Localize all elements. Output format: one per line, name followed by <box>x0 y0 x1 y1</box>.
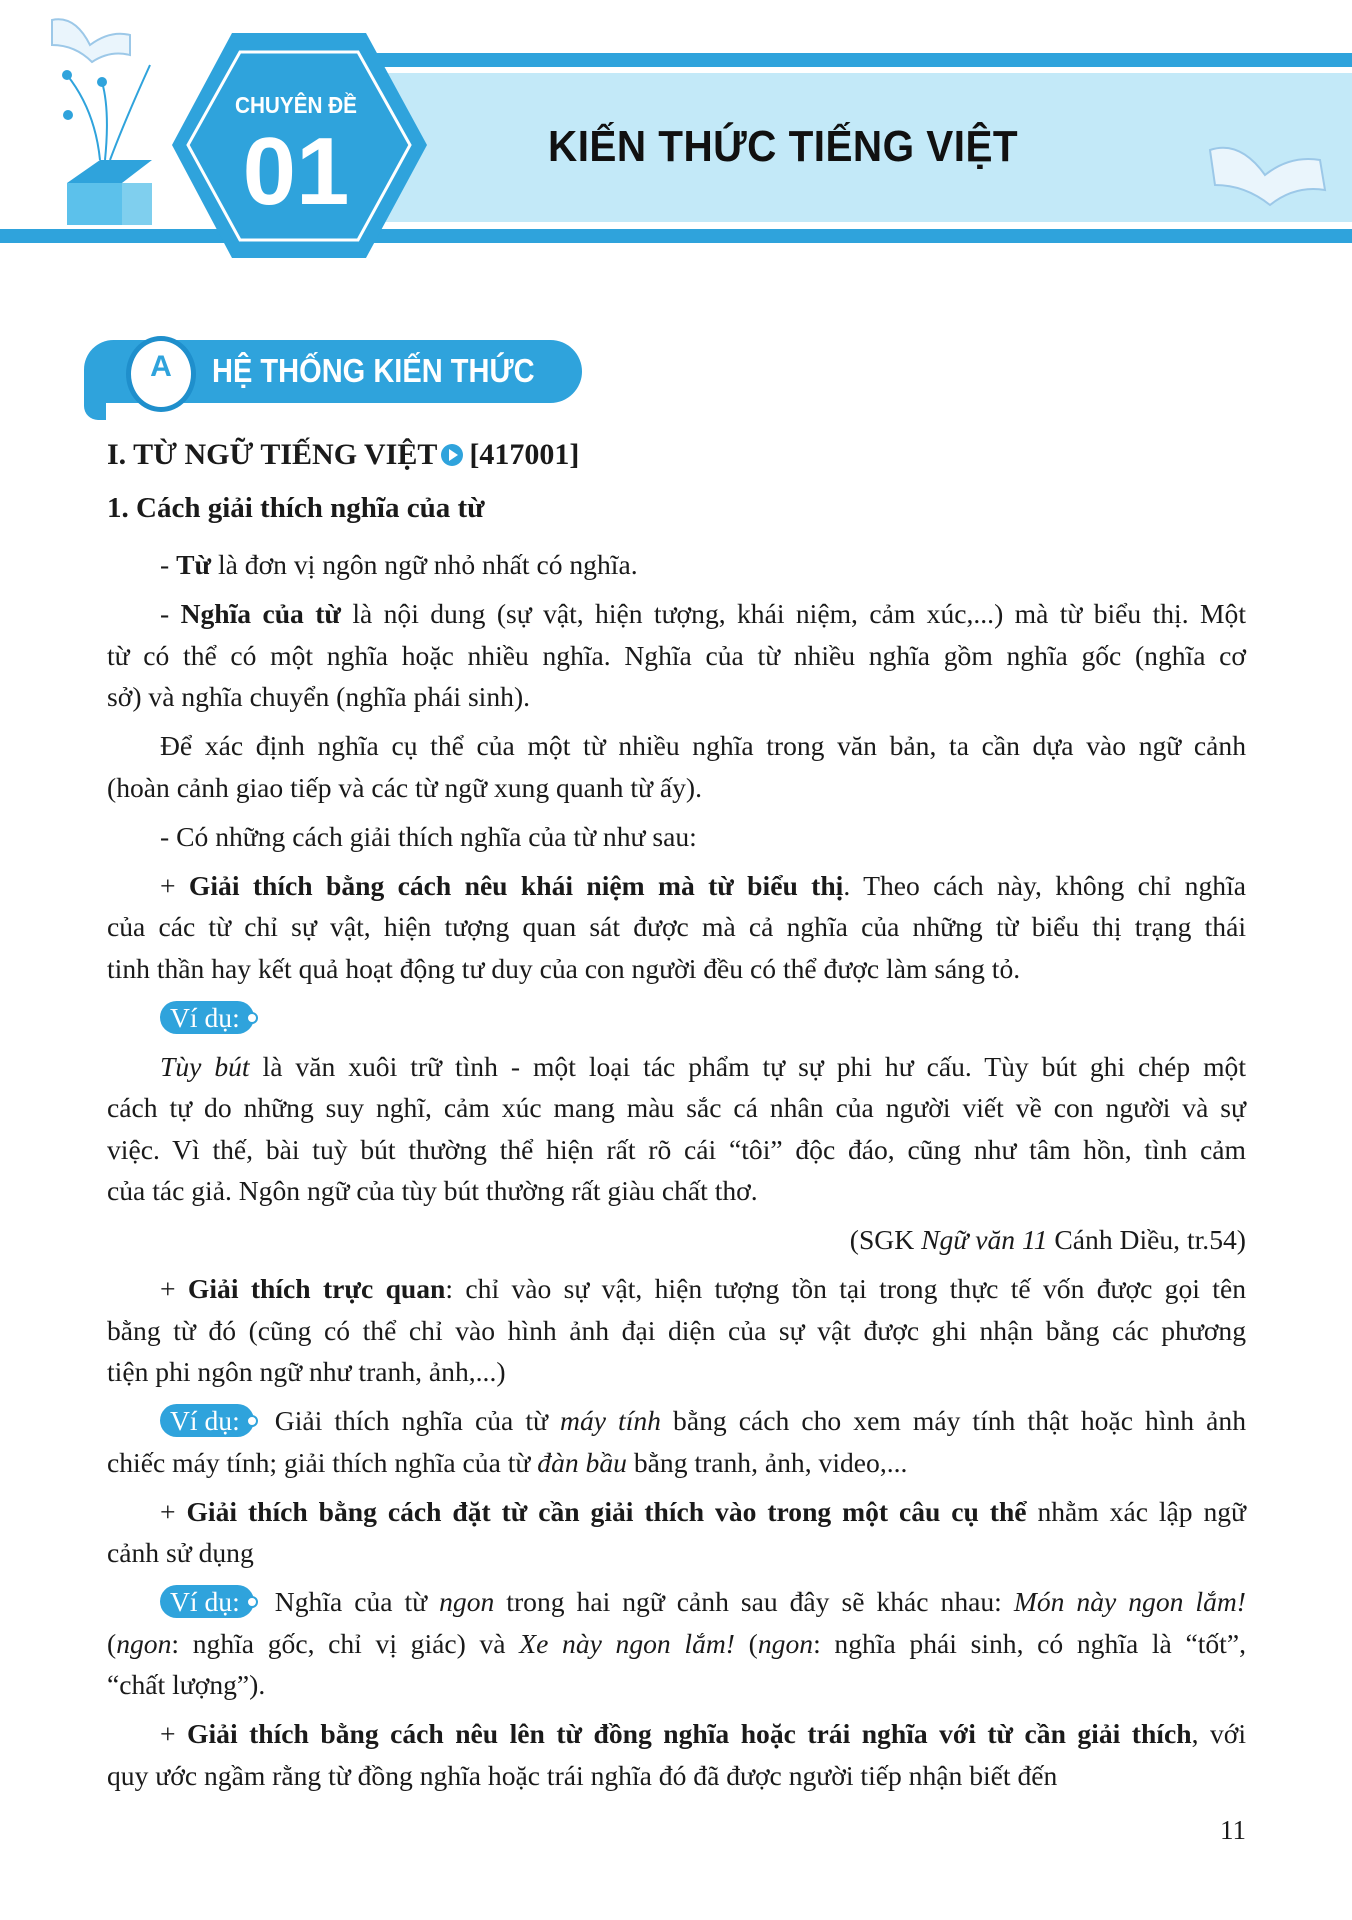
text-run: . Theo cách này, không chỉ nghĩa <box>843 869 1246 901</box>
text-run: ( <box>107 1627 117 1659</box>
paragraph <box>107 593 1246 718</box>
text-line <box>107 906 1246 948</box>
text-run: bằng tranh, ảnh, video,... <box>626 1446 908 1478</box>
heading-1 <box>107 438 579 472</box>
text-run: tiện phi ngôn ngữ như tranh, ảnh,...) <box>107 1356 506 1387</box>
text-run: là đơn vị ngôn ngữ nhỏ nhất có nghĩa. <box>211 549 638 580</box>
text-line <box>107 1170 1246 1212</box>
text-line <box>107 1664 1246 1706</box>
paragraph <box>107 816 1246 858</box>
italic-text: máy tính <box>560 1405 661 1436</box>
text-run: ( <box>735 1627 758 1659</box>
text-line <box>107 767 1246 809</box>
text-line <box>107 635 1246 677</box>
text-line <box>107 1623 1246 1665</box>
citation <box>107 1219 1246 1261</box>
paragraph <box>107 1046 1246 1212</box>
header-top-band <box>375 53 1352 67</box>
text-run: + <box>160 869 189 901</box>
paragraph <box>107 725 1246 808</box>
text-line <box>107 1491 1246 1533</box>
example-badge: Ví dụ: <box>160 1585 254 1618</box>
italic-text: Xe này ngon lắm! <box>519 1627 735 1659</box>
section-letter: A <box>150 350 172 383</box>
text-run: , với <box>1191 1718 1246 1749</box>
text-line <box>107 1442 1246 1484</box>
body-text <box>107 544 1246 1796</box>
italic-text: ngon <box>757 1627 814 1659</box>
text-line <box>107 1400 1246 1442</box>
heading-2: 1. Cách giải thích nghĩa của từ <box>107 492 485 524</box>
text-run: + <box>160 1495 187 1527</box>
paragraph <box>107 544 1246 586</box>
page-number: 11 <box>1220 1815 1246 1845</box>
bold-text: Giải thích bằng cách nêu khái niệm mà từ biểu thị <box>188 869 844 901</box>
text-line <box>107 1268 1246 1310</box>
text-line <box>107 1219 1246 1261</box>
bold-text: Giải thích bằng cách đặt từ cần giải thích vào trong một câu cụ thể <box>186 1495 1027 1527</box>
text-line <box>107 1755 1246 1797</box>
text-run: Cánh Diều, tr.54) <box>1047 1224 1246 1255</box>
chapter-number: 01 <box>242 118 350 225</box>
example-badge: Ví dụ: <box>160 1001 254 1034</box>
example-label <box>107 997 1246 1039</box>
text-run: chiếc máy tính; giải thích nghĩa của từ <box>107 1446 538 1478</box>
heading-1-text: I. TỪ NGỮ TIẾNG VIỆT <box>107 438 438 471</box>
text-line <box>107 1129 1246 1171</box>
text-run: cách tự do những suy nghĩ, cảm xúc mang màu sắc cá nhân của người viết về con người và sự <box>107 1092 1246 1123</box>
text-run: là văn xuôi trữ tình - một loại tác phẩm tự sự phi hư cấu. Tùy bút ghi chép một <box>249 1050 1246 1082</box>
text-line <box>107 593 1246 635</box>
text-run: của tác giả. Ngôn ngữ của tùy bút thường rất giàu chất thơ. <box>107 1175 758 1206</box>
text-run: việc. Vì thế, bài tuỳ bút thường thể hiện rất rõ cái “tôi” độc đáo, cũng như tâm hồn, tình cảm <box>107 1133 1246 1165</box>
play-circle-icon[interactable] <box>441 444 463 466</box>
text-line <box>107 997 1246 1039</box>
text-run: + <box>160 1273 188 1304</box>
paragraph <box>107 1713 1246 1796</box>
paragraph <box>107 1491 1246 1574</box>
text-run: : nghĩa phái sinh, có nghĩa là “tốt”, <box>813 1627 1246 1659</box>
text-run: trong hai ngữ cảnh sau đây sẽ khác nhau: <box>494 1586 1014 1617</box>
chapter-title: KIẾN THỨC TIẾNG VIỆT <box>548 122 1019 171</box>
text-run: từ có thể có một nghĩa hoặc nhiều nghĩa. Nghĩa của từ nhiều nghĩa gồm nghĩa gốc (nghĩa cơ <box>107 639 1246 671</box>
paragraph <box>107 1581 1246 1706</box>
paragraph <box>107 1268 1246 1393</box>
text-run: Nghĩa của từ <box>274 1586 440 1617</box>
plant-pot-icon <box>62 65 152 225</box>
text-line <box>107 948 1246 990</box>
header-bottom-band <box>0 229 1352 243</box>
text-run: bằng từ đó (cũng có thể chỉ vào hình ảnh đại diện của sự vật được ghi nhận bằng các phương <box>107 1314 1246 1346</box>
text-run: cảnh sử dụng <box>107 1537 254 1568</box>
text-line <box>107 1351 1246 1393</box>
text-run: : nghĩa gốc, chỉ vị giác) và <box>171 1627 520 1659</box>
text-line <box>107 865 1246 907</box>
italic-text: Ngữ văn 11 <box>921 1224 1048 1255</box>
paragraph <box>107 1400 1246 1483</box>
text-line <box>107 1046 1246 1088</box>
section-title: HỆ THỐNG KIẾN THỨC <box>212 352 535 389</box>
italic-text: Tùy bút <box>160 1050 250 1082</box>
text-run: sở) và nghĩa chuyển (nghĩa phái sinh). <box>107 681 531 712</box>
text-line <box>107 676 1246 718</box>
bold-text: Từ <box>176 549 212 580</box>
text-run: + <box>160 1718 188 1749</box>
text-run: nhằm xác lập ngữ <box>1026 1495 1247 1527</box>
text-line <box>107 1713 1246 1755</box>
text-run: của các từ chỉ sự vật, hiện tượng quan sát được mà cả nghĩa của những từ biểu thị trạng thái <box>107 911 1246 942</box>
text-run: Để xác định nghĩa cụ thể của một từ nhiều nghĩa trong văn bản, ta cần dựa vào ngữ cảnh <box>160 730 1246 761</box>
text-run: là nội dung (sự vật, hiện tượng, khái niệm, cảm xúc,...) mà từ biểu thị. Một <box>340 598 1246 629</box>
chapter-label: CHUYÊN ĐỀ <box>235 92 357 118</box>
text-run: “chất lượng”). <box>107 1669 266 1700</box>
text-run: quy ước ngầm rằng từ đồng nghĩa hoặc trái nghĩa đó đã được người tiếp nhận biết đến <box>107 1759 1058 1791</box>
italic-text: ngon <box>116 1627 172 1659</box>
paragraph <box>107 865 1246 990</box>
text-line <box>107 1087 1246 1129</box>
text-run: Giải thích nghĩa của từ <box>274 1405 561 1436</box>
italic-text: Món này ngon lắm! <box>1013 1586 1246 1617</box>
text-run: tinh thần hay kết quả hoạt động tư duy của con người đều có thể được làm sáng tỏ. <box>107 952 1021 984</box>
example-badge: Ví dụ: <box>160 1404 254 1437</box>
text-line <box>107 725 1246 767</box>
italic-text: ngon <box>439 1586 495 1617</box>
heading-1-code[interactable]: [417001] <box>469 438 580 471</box>
text-run: (hoàn cảnh giao tiếp và các từ ngữ xung quanh từ ấy). <box>107 771 703 803</box>
text-run: : chỉ vào sự vật, hiện tượng tồn tại trong thực tế vốn được gọi tên <box>445 1273 1246 1304</box>
italic-text: đàn bầu <box>537 1446 627 1478</box>
text-run: - <box>160 549 177 580</box>
text-line <box>107 544 1246 586</box>
bold-text: Giải thích bằng cách nêu lên từ đồng nghĩa hoặc trái nghĩa với từ cần giải thích <box>187 1718 1192 1749</box>
text-run: - <box>160 598 181 629</box>
bold-text: Giải thích trực quan <box>187 1273 446 1304</box>
text-line <box>107 816 1246 858</box>
text-line <box>107 1310 1246 1352</box>
text-run: (SGK <box>849 1224 922 1255</box>
text-run: bằng cách cho xem máy tính thật hoặc hình ảnh <box>660 1405 1246 1436</box>
text-line <box>107 1581 1246 1623</box>
text-line <box>107 1532 1246 1574</box>
bold-text: Nghĩa của từ <box>180 598 341 629</box>
text-run: - Có những cách giải thích nghĩa của từ như sau: <box>160 820 697 852</box>
